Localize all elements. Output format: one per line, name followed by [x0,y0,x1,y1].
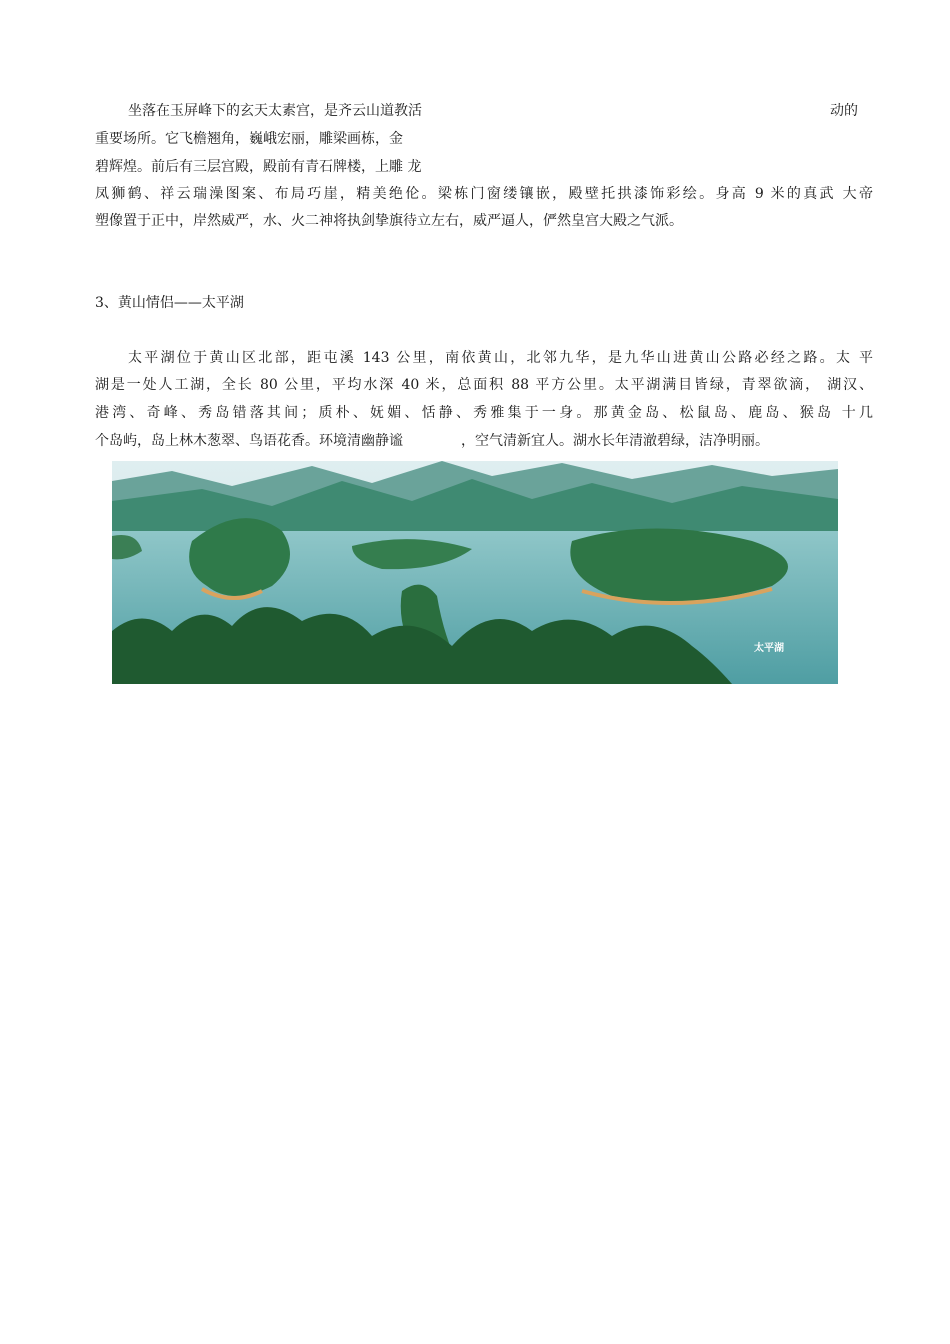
section3-line2: 湖是一处人工湖，全长 80 公里，平均水深 40 米，总面积 88 平方公里。太平湖满目皆绿，青翠欲滴， 湖汉、 [95,377,873,393]
section3-line4 [95,431,769,451]
section2-line4: 凤狮鹤、祥云瑞澡图案、布局巧崖，精美绝伦。梁栋门窗缕镶嵌，殿壁托拱漆饰彩绘。身高 9 米的真武 大帝 [95,186,873,202]
photo-caption: 太平湖 [754,643,784,654]
section3-line4-right: ，空气清新宜人。湖水长年清澈碧绿，洁净明丽。 [461,433,769,449]
lake-landscape-photo [112,461,838,684]
section2-line2: 重要场所。它飞檐翘角，巍峨宏丽，雕梁画栋，金 [95,131,403,147]
section2-line1: 坐落在玉屏峰下的玄天太素宫，是齐云山道教活 [128,103,422,119]
section3-line3: 港湾、奇峰、秀岛错落其间；质朴、妩媚、恬静、秀雅集于一身。那黄金岛、松鼠岛、鹿岛、猴岛 十几 [95,405,873,421]
section2-line1-end: 动的 [830,103,858,119]
section3-line4-left: 个岛屿，岛上林木葱翠、鸟语花香。环境清幽静谧 [95,433,403,449]
lake-landscape-icon [112,461,838,684]
section2-line3: 碧辉煌。前后有三层宫殿，殿前有青石牌楼，上雕 龙 [95,159,422,175]
section2-line5: 塑像置于正中，岸然威严，水、火二神将执剑挚旗待立左右，威严逼人，俨然皇宫大殿之气派。 [95,213,683,229]
section3-line1: 太平湖位于黄山区北部，距屯溪 143 公里，南依黄山，北邻九华，是九华山进黄山公路必经之路。太 平 [128,350,873,366]
section3-heading: 3、黄山情侣——太平湖 [95,295,244,311]
